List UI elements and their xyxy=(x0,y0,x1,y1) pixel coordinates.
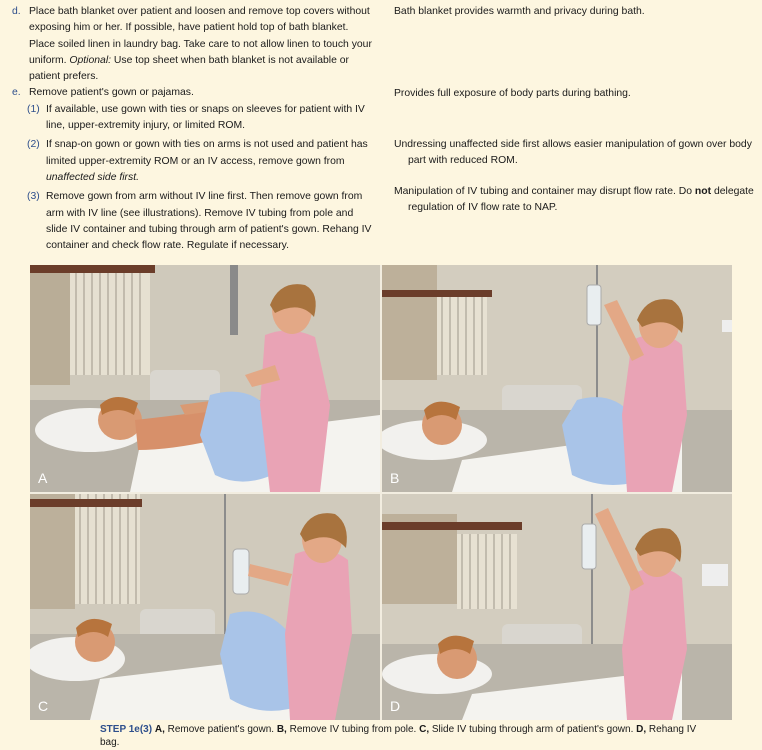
photo-d-label: D xyxy=(390,697,401,714)
illustration-grid xyxy=(30,265,732,720)
procedure-steps-column xyxy=(12,4,372,254)
step-e xyxy=(12,85,372,101)
rationale-sub-2: Undressing unaffected side first allows easier manipulation of gown over body part with reduced ROM. xyxy=(394,139,752,167)
sub-2-number: (2) xyxy=(27,139,40,151)
photo-a-image xyxy=(30,265,380,492)
step-d-letter: d. xyxy=(12,6,21,17)
photo-c xyxy=(30,494,380,720)
step-d-text: Place bath blanket over patient and loosen and remove top covers without exposing him or her. If possible, have patient hold top of bath blanket. Place soiled linen in laundry bag. Take care to not allow linen to touch your uniform. Optional: Use top sheet when bath blanket is not available or patient prefers. xyxy=(29,6,372,83)
photo-d-image xyxy=(382,494,732,720)
sub-3-text: Remove gown from arm without IV line first. Then remove gown from arm with IV line (see illustrations). Remove IV tubing from pole and slide IV container and tubing through arm of patient's gown. Rehang IV container and check flow rate. Regulate if necessary. xyxy=(46,191,372,252)
optional-label: Optional: xyxy=(69,54,112,66)
rationale-e: Provides full exposure of body parts during bathing. xyxy=(394,88,631,99)
sub-3-number: (3) xyxy=(27,191,40,203)
step-e-text: Remove patient's gown or pajamas. xyxy=(29,87,194,99)
photo-c-image xyxy=(30,494,380,720)
step-e-sub-1 xyxy=(25,102,372,135)
step-e-sub-3 xyxy=(25,189,372,254)
figure-caption: STEP 1e(3) A, Remove patient's gown. B, Remove IV tubing from pole. C, Slide IV tubing through arm of patient's gown. D, Rehang IV bag. xyxy=(100,724,697,748)
sub-1-text: If available, use gown with ties or snaps on sleeves for patient with IV line, upper-extremity injury, or limited ROM. xyxy=(46,103,365,132)
step-d xyxy=(12,4,372,85)
photo-a-label: A xyxy=(38,469,48,486)
step-e-letter: e. xyxy=(12,87,21,99)
sub-2-text: If snap-on gown or gown with ties on arms is not used and patient has limited upper-extremity ROM or an IV access, remove gown from unaffected side first. xyxy=(46,139,368,183)
photo-c-label: C xyxy=(38,697,49,714)
photo-d xyxy=(382,494,732,720)
step-e-sub-2 xyxy=(25,137,372,186)
photo-a xyxy=(30,265,380,492)
photo-b-image xyxy=(382,265,732,492)
photo-b-label: B xyxy=(390,469,400,486)
rationale-sub-3: Manipulation of IV tubing and container may disrupt flow rate. Do not delegate regulation of IV flow rate to NAP. xyxy=(394,186,754,214)
rationale-d: Bath blanket provides warmth and privacy during bath. xyxy=(394,6,645,17)
photo-b xyxy=(382,265,732,492)
caption-step: STEP 1e(3) xyxy=(100,724,153,735)
sub-1-number: (1) xyxy=(27,103,40,115)
